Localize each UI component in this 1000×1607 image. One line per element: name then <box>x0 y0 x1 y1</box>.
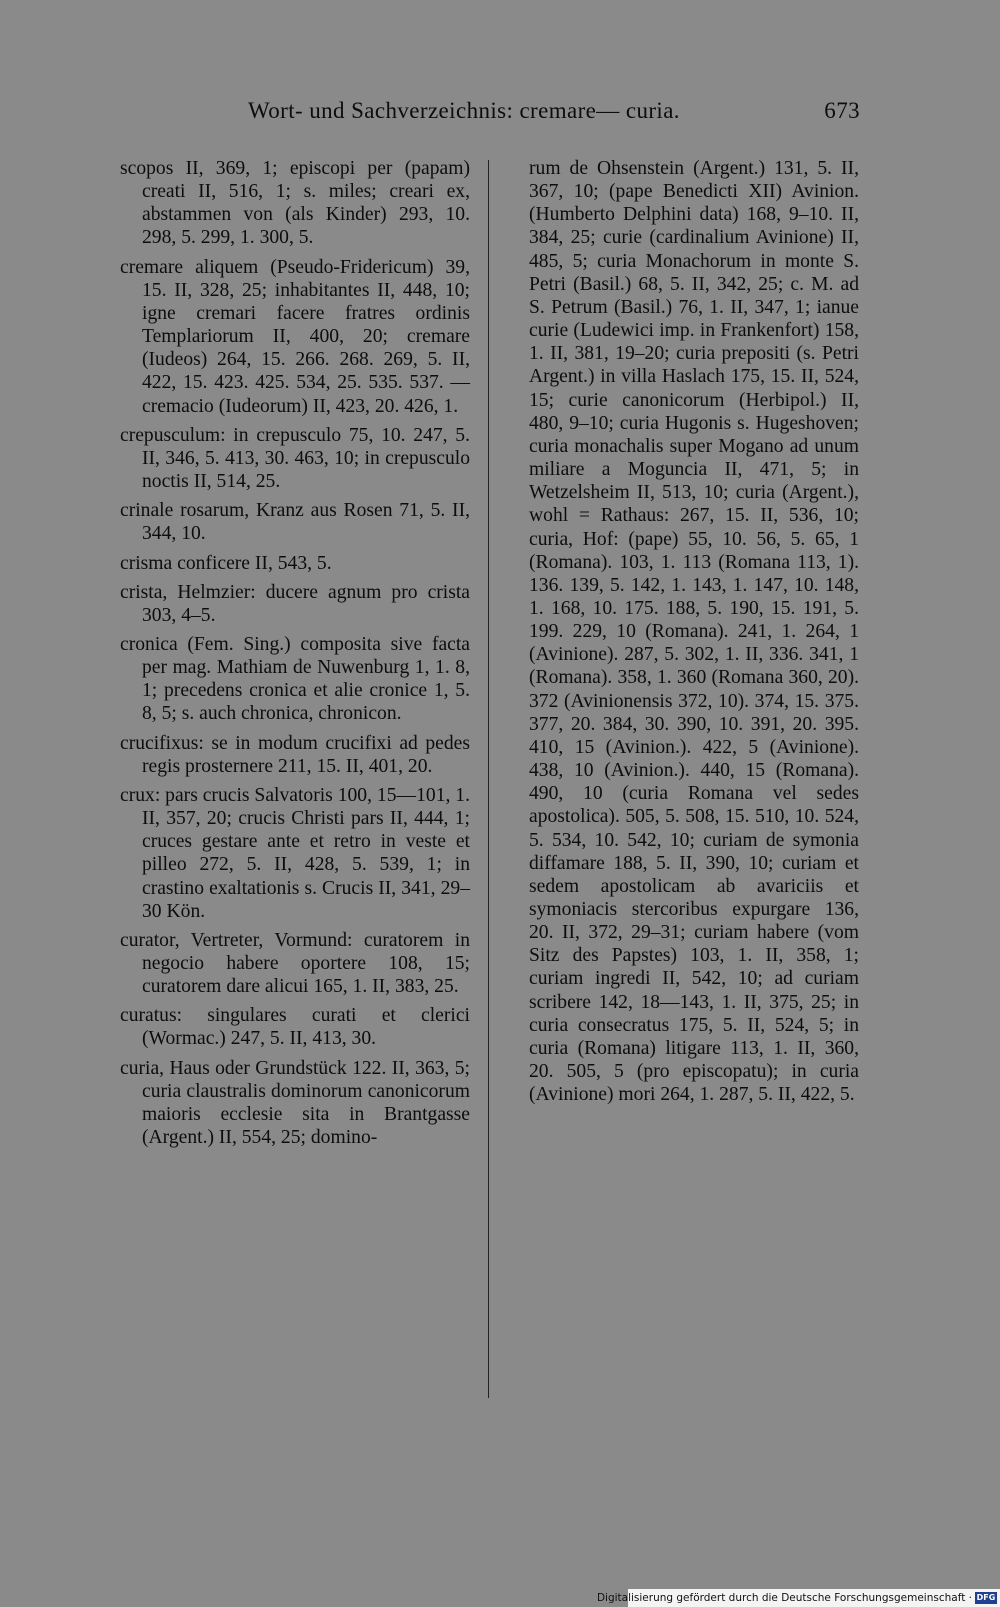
index-entry: crisma conficere II, 543, 5. <box>120 552 332 574</box>
index-column-left <box>120 157 470 1155</box>
index-entry: cronica (Fem. Sing.) composita sive facta per mag. Mathiam de Nuwenburg 1, 1. 8, 1; precedens cronica et alie cronice 1, 5. 8, 5; s. auch chronica, chronicon. <box>120 633 470 725</box>
index-entry: cremare aliquem (Pseudo-Fridericum) 39, 15. II, 328, 25; inhabitantes II, 448, 10; igne cremari facere fratres ordinis Templariorum II, 400, 20; cremare (Iudeos) 264, 15. 266. 268. 269, 5. II, 422, 15. 423. 425. 534, 25. 535. 537. — cremacio (Iudeorum) II, 423, 20. 426, 1. <box>120 256 470 417</box>
index-entry: crista, Helmzier: ducere agnum pro crista 303, 4–5. <box>120 581 470 626</box>
index-entry-continued: rum de Ohsenstein (Argent.) 131, 5. II, 367, 10; (pape Benedicti XII) Avinion. (Humberto Delphini data) 168, 9–10. II, 384, 25; curie (cardinalium Avinione) II, 485, 5; curia Monachorum in monte S. Petri (Basil.) 68, 5. II, 342, 25; c. M. ad S. Petrum (Basil.) 76, 1. II, 347, 1; ianue curie (Ludewici imp. in Frankenfort) 158, 1. II, 381, 19–20; curia prepositi (s. Petri Argent.) in villa Haslach 175, 15. II, 524, 15; curie canonicorum (Herbipol.) II, 480, 9–10; curia Hugonis s. Hugeshoven; curia monachalis super Mogano ad unum miliare a Moguncia II, 471, 5; in Wetzelsheim II, 513, 10; curia (Argent.), wohl = Rathaus: 267, 15. II, 536, 10; curia, Hof: (pape) 55, 10. 56, 5. 65, 1 (Romana). 103, 1. 113 (Romana 113, 1). 136. 139, 5. 142, 1. 143, 1. 147, 10. 148, 1. 168, 10. 175. 188, 5. 190, 15. 191, 5. 199. 229, 10 (Romana). 241, 1. 264, 1 (Avinione). 287, 5. 302, 1. II, 336. 341, 1 (Romana). 358, 1. 360 (Romana 360, 20). 372 (Avinionensis 372, 10). 374, 15. 375. 377, 20. 384, 30. 390, 10. 391, 20. 395. 410, 15 (Avinion.). 422, 5 (Avinione). 438, 10 (Avinion.). 440, 15 (Romana). 490, 10 (curia Romana vel sedes apostolica). 505, 5. 508, 15. 510, 10. 524, 5. 534, 10. 542, 10; curiam de symonia diffamare 188, 5. II, 390, 10; curiam et sedem apostolicam ab avariciis et symoniacis stercoribus expurgare 136, 20. II, 372, 29–31; curiam habere (vom Sitz des Papstes) 103, 1. II, 358, 1; curiam ingredi II, 542, 10; ad curiam scribere 142, 18—143, 1. II, 375, 25; in curia consecratus 175, 5. II, 524, 5; in curia (Romana) litigare 113, 1. II, 360, 20. 505, 5 (pro episcopatu); in curia (Avinione) mori 264, 1. 287, 5. II, 422, 5. <box>529 158 859 1106</box>
index-entry: crinale rosarum, Kranz aus Rosen 71, 5. II, 344, 10. <box>120 500 470 545</box>
index-entry: crepusculum: in crepusculo 75, 10. 247, 5. II, 346, 5. 413, 30. 463, 10; in crepusculo noctis II, 514, 25. <box>120 424 470 493</box>
index-entry: scopos II, 369, 1; episcopi per (papam) creati II, 516, 1; s. miles; creari ex, abstammen von (als Kinder) 293, 10. 298, 5. 299, 1. 300, 5. <box>120 158 470 249</box>
running-title: Wort- und Sachverzeichnis: cremare— curia. <box>248 98 680 123</box>
page-number: 673 <box>824 98 860 123</box>
index-column-right <box>529 157 859 1112</box>
index-entry: curia, Haus oder Grundstück 122. II, 363, 5; curia claustralis dominorum canonicorum maioris ecclesie sita in Brantgasse (Argent.) II, 554, 25; domino- <box>120 1057 470 1149</box>
dfg-logo[interactable]: DFG <box>976 1593 996 1602</box>
column-divider <box>488 160 489 1398</box>
index-entry: curator, Vertreter, Vormund: curatorem in negocio habere oportere 108, 15; curatorem dare alicui 165, 1. II, 383, 25. <box>120 929 470 998</box>
index-entry: crucifixus: se in modum crucifixi ad pedes regis prosternere 211, 15. II, 401, 20. <box>120 732 470 777</box>
digitization-footer <box>596 1589 1000 1607</box>
footer-credit: Digitalisierung gefördert durch die Deutsche Forschungsgemeinschaft · <box>596 1592 972 1604</box>
index-entry: curatus: singulares curati et clerici (Wormac.) 247, 5. II, 413, 30. <box>120 1005 470 1050</box>
index-entry: crux: pars crucis Salvatoris 100, 15—101, 1. II, 357, 20; crucis Christi pars II, 444, 1; cruces gestare ante et retro in veste et pilleo 272, 5. II, 428, 5. 539, 1; in crastino exaltationis s. Crucis II, 341, 29–30 Kön. <box>120 784 470 922</box>
